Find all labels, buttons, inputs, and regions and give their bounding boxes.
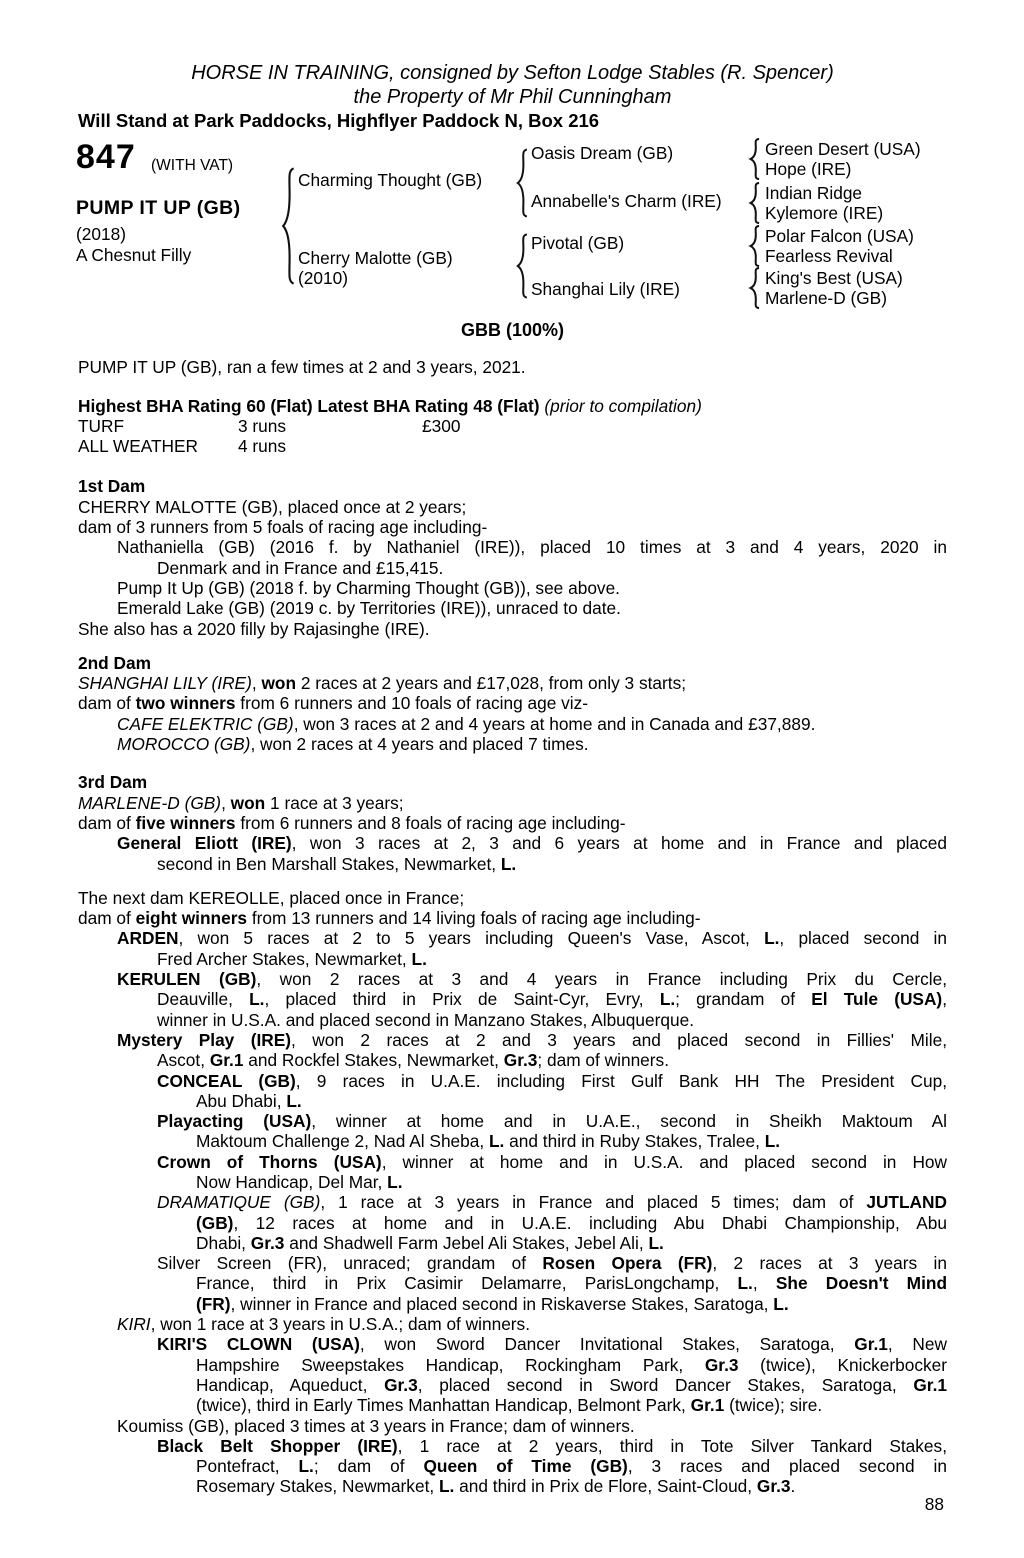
text-line: Crown of Thorns (USA), winner at home and in U.S.A. and placed second in How <box>157 1151 948 1172</box>
next-dam-section <box>78 888 947 1497</box>
catalogue-body <box>78 312 947 1497</box>
runs-count: 3 runs <box>238 415 287 436</box>
text-line: Rosemary Stakes, Newmarket, L. and third in Prix de Flore, Saint-Cloud, Gr.3. <box>196 1476 796 1497</box>
text-line: SHANGHAI LILY (IRE), won 2 races at 2 years and £17,028, from only 3 starts; <box>78 673 687 694</box>
earnings-value: £300 <box>422 415 461 436</box>
pedigree-dam-sire-name: Pivotal (GB) <box>531 233 625 253</box>
text-line: dam of five winners from 6 runners and 8 foals of racing age including- <box>78 812 626 833</box>
text-line: CHERRY MALOTTE (GB), placed once at 2 years; <box>78 496 467 517</box>
text-line: Maktoum Challenge 2, Nad Al Sheba, L. and third in Ruby Stakes, Tralee, L. <box>196 1131 781 1152</box>
text-line: The next dam KEREOLLE, placed once in France; <box>78 887 465 908</box>
text-line: CONCEAL (GB), 9 races in U.A.E. including First Gulf Bank HH The President Cup, <box>157 1070 947 1091</box>
pedigree-ancestor-name: Marlene-D (GB) <box>765 288 887 308</box>
brace-icon <box>515 233 529 299</box>
text-line: General Eliott (IRE), won 3 races at 2, 3 and 6 years at home and in France and placed <box>117 833 947 854</box>
pedigree-sire-sire-name: Oasis Dream (GB) <box>531 143 674 163</box>
text-line: KERULEN (GB), won 2 races at 3 and 4 years in France including Prix du Cercle, <box>117 969 947 990</box>
lot-number: 847 <box>76 138 136 176</box>
pedigree-ancestor-name: Kylemore (IRE) <box>765 203 884 223</box>
text-line: Deauville, L., placed third in Prix de Saint-Cyr, Evry, L.; grandam of El Tule (USA), <box>157 989 948 1010</box>
text-line: KIRI'S CLOWN (USA), won Sword Dancer Invitational Stakes, Saratoga, Gr.1, New <box>157 1334 947 1355</box>
brace-icon <box>748 267 761 309</box>
vat-note: (WITH VAT) <box>151 157 234 174</box>
text-line: second in Ben Marshall Stakes, Newmarket, L. <box>157 853 517 874</box>
surface-label: TURF <box>78 415 125 436</box>
text-line: dam of eight winners from 13 runners and 14 living foals of racing age including- <box>78 908 701 929</box>
text-line: Handicap, Aqueduct, Gr.3, placed second in Sword Dancer Stakes, Saratoga, Gr.1 <box>196 1374 947 1395</box>
earnings-value <box>422 436 947 456</box>
text-line: Nathaniella (GB) (2016 f. by Nathaniel (IRE)), placed 10 times at 3 and 4 years, 2020 in <box>117 537 947 558</box>
pedigree-dam-dam-name: Shanghai Lily (IRE) <box>531 279 680 299</box>
text-line: She also has a 2020 filly by Rajasinghe (IRE). <box>78 618 430 639</box>
text-line: Fred Archer Stakes, Newmarket, L. <box>157 948 427 969</box>
brace-icon <box>280 166 296 286</box>
text-line: Abu Dhabi, L. <box>196 1090 302 1111</box>
third-dam-section <box>78 772 947 873</box>
section-paragraphs <box>78 888 947 1497</box>
first-dam-section <box>78 476 947 638</box>
horse-description: A Chesnut Filly <box>76 245 192 265</box>
text-line: Hampshire Sweepstakes Handicap, Rockingham Park, Gr.3 (twice), Knickerbocker <box>196 1354 948 1375</box>
text-line: Pump It Up (GB) (2018 f. by Charming Thought (GB)), see above. <box>117 577 620 598</box>
text-line: ARDEN, won 5 races at 2 to 5 years including Queen's Vase, Ascot, L., placed second in <box>117 928 947 949</box>
consignor-line: HORSE IN TRAINING, consigned by Sefton Lodge Stables (R. Spencer) <box>191 62 834 84</box>
second-dam-section <box>78 653 947 754</box>
pedigree-dam-name: Cherry Malotte (GB) <box>298 248 453 268</box>
text-line: MARLENE-D (GB), won 1 race at 3 years; <box>78 792 404 813</box>
text-line: KIRI, won 1 race at 3 years in U.S.A.; dam of winners. <box>117 1314 531 1335</box>
text-line: Denmark and in France and £15,415. <box>157 557 444 578</box>
text-line: Ascot, Gr.1 and Rockfel Stakes, Newmarket, Gr.3; dam of winners. <box>157 1050 669 1071</box>
foaling-year: (2018) <box>76 224 126 244</box>
text-line: France, third in Prix Casimir Delamarre, ParisLongchamp, L., She Doesn't Mind <box>196 1273 947 1294</box>
text-line: dam of two winners from 6 runners and 10 foals of racing age viz- <box>78 693 589 714</box>
brace-icon <box>748 182 761 224</box>
brace-icon <box>748 225 761 267</box>
text-line: Pontefract, L.; dam of Queen of Time (GB), 3 races and placed second in <box>196 1456 947 1477</box>
bha-rating-values: Highest BHA Rating 60 (Flat) Latest BHA Rating 48 (Flat) <box>78 395 540 416</box>
pedigree-ancestor-name: King's Best (USA) <box>765 268 903 288</box>
record-row-all-weather <box>78 436 947 456</box>
pedigree-sire-name: Charming Thought (GB) <box>298 170 483 190</box>
pedigree-ancestor-name: Indian Ridge <box>765 183 863 203</box>
runs-count: 4 runs <box>238 436 287 457</box>
text-line: Silver Screen (FR), unraced; grandam of Rosen Opera (FR), 2 races at 3 years in <box>157 1253 947 1274</box>
pedigree-ancestor-name: Hope (IRE) <box>765 159 852 179</box>
text-line: Mystery Play (IRE), won 2 races at 2 and 3 years and placed second in Fillies' Mile, <box>117 1029 947 1050</box>
surface-label: ALL WEATHER <box>78 436 199 457</box>
section-paragraphs <box>78 793 947 874</box>
text-line: (twice), third in Early Times Manhattan Handicap, Belmont Park, Gr.1 (twice); sire. <box>196 1395 823 1416</box>
property-line: the Property of Mr Phil Cunningham <box>353 86 672 108</box>
section-heading: 3rd Dam <box>78 772 148 793</box>
text-line: Playacting (USA), winner at home and in U.A.E., second in Sheikh Maktoum Al <box>157 1111 947 1132</box>
text-line: Dhabi, Gr.3 and Shadwell Farm Jebel Ali Stakes, Jebel Ali, L. <box>196 1232 664 1253</box>
pedigree-ancestor-name: Green Desert (USA) <box>765 139 921 159</box>
text-line: Koumiss (GB), placed 3 times at 3 years in France; dam of winners. <box>117 1415 635 1436</box>
pedigree-ancestor-name: Polar Falcon (USA) <box>765 226 914 246</box>
stabling-location-line: Will Stand at Park Paddocks, Highflyer Paddock N, Box 216 <box>78 110 600 131</box>
text-line: DRAMATIQUE (GB), 1 race at 3 years in France and placed 5 times; dam of JUTLAND <box>157 1192 947 1213</box>
section-paragraphs <box>78 497 947 639</box>
gbb-scheme-label: GBB (100%) <box>460 320 565 340</box>
record-row-turf <box>78 416 947 436</box>
text-line: (GB), 12 races at home and in U.A.E. including Abu Dhabi Championship, Abu <box>196 1212 947 1233</box>
bha-rating-line <box>78 396 947 416</box>
text-line: (FR), winner in France and placed second in Riskaverse Stakes, Saratoga, L. <box>196 1293 789 1314</box>
text-line: MOROCCO (GB), won 2 races at 4 years and placed 7 times. <box>117 734 589 755</box>
text-line: Emerald Lake (GB) (2019 c. by Territories (IRE)), unraced to date. <box>117 598 621 619</box>
text-line: Black Belt Shopper (IRE), 1 race at 2 years, third in Tote Silver Tankard Stakes, <box>157 1435 947 1456</box>
horse-name: PUMP IT UP (GB) <box>76 197 241 219</box>
section-heading: 2nd Dam <box>78 652 151 673</box>
section-paragraphs <box>78 673 947 754</box>
page-number: 88 <box>924 1494 944 1514</box>
pedigree-sire-dam-name: Annabelle's Charm (IRE) <box>531 191 722 211</box>
text-line: dam of 3 runners from 5 foals of racing age including- <box>78 517 488 538</box>
brace-icon <box>748 138 761 180</box>
pedigree-dam-year: (2010) <box>298 268 348 288</box>
race-record-line: PUMP IT UP (GB), ran a few times at 2 and 3 years, 2021. <box>78 357 526 378</box>
text-line: winner in U.S.A. and placed second in Manzano Stakes, Albuquerque. <box>157 1009 695 1030</box>
bha-rating-note: (prior to compilation) <box>544 395 702 416</box>
pedigree-ancestor-name: Fearless Revival <box>765 246 893 266</box>
brace-icon <box>515 148 529 218</box>
text-line: CAFE ELEKTRIC (GB), won 3 races at 2 and 4 years at home and in Canada and £37,889. <box>117 713 816 734</box>
section-heading: 1st Dam <box>78 476 146 497</box>
text-line: Now Handicap, Del Mar, L. <box>196 1171 403 1192</box>
